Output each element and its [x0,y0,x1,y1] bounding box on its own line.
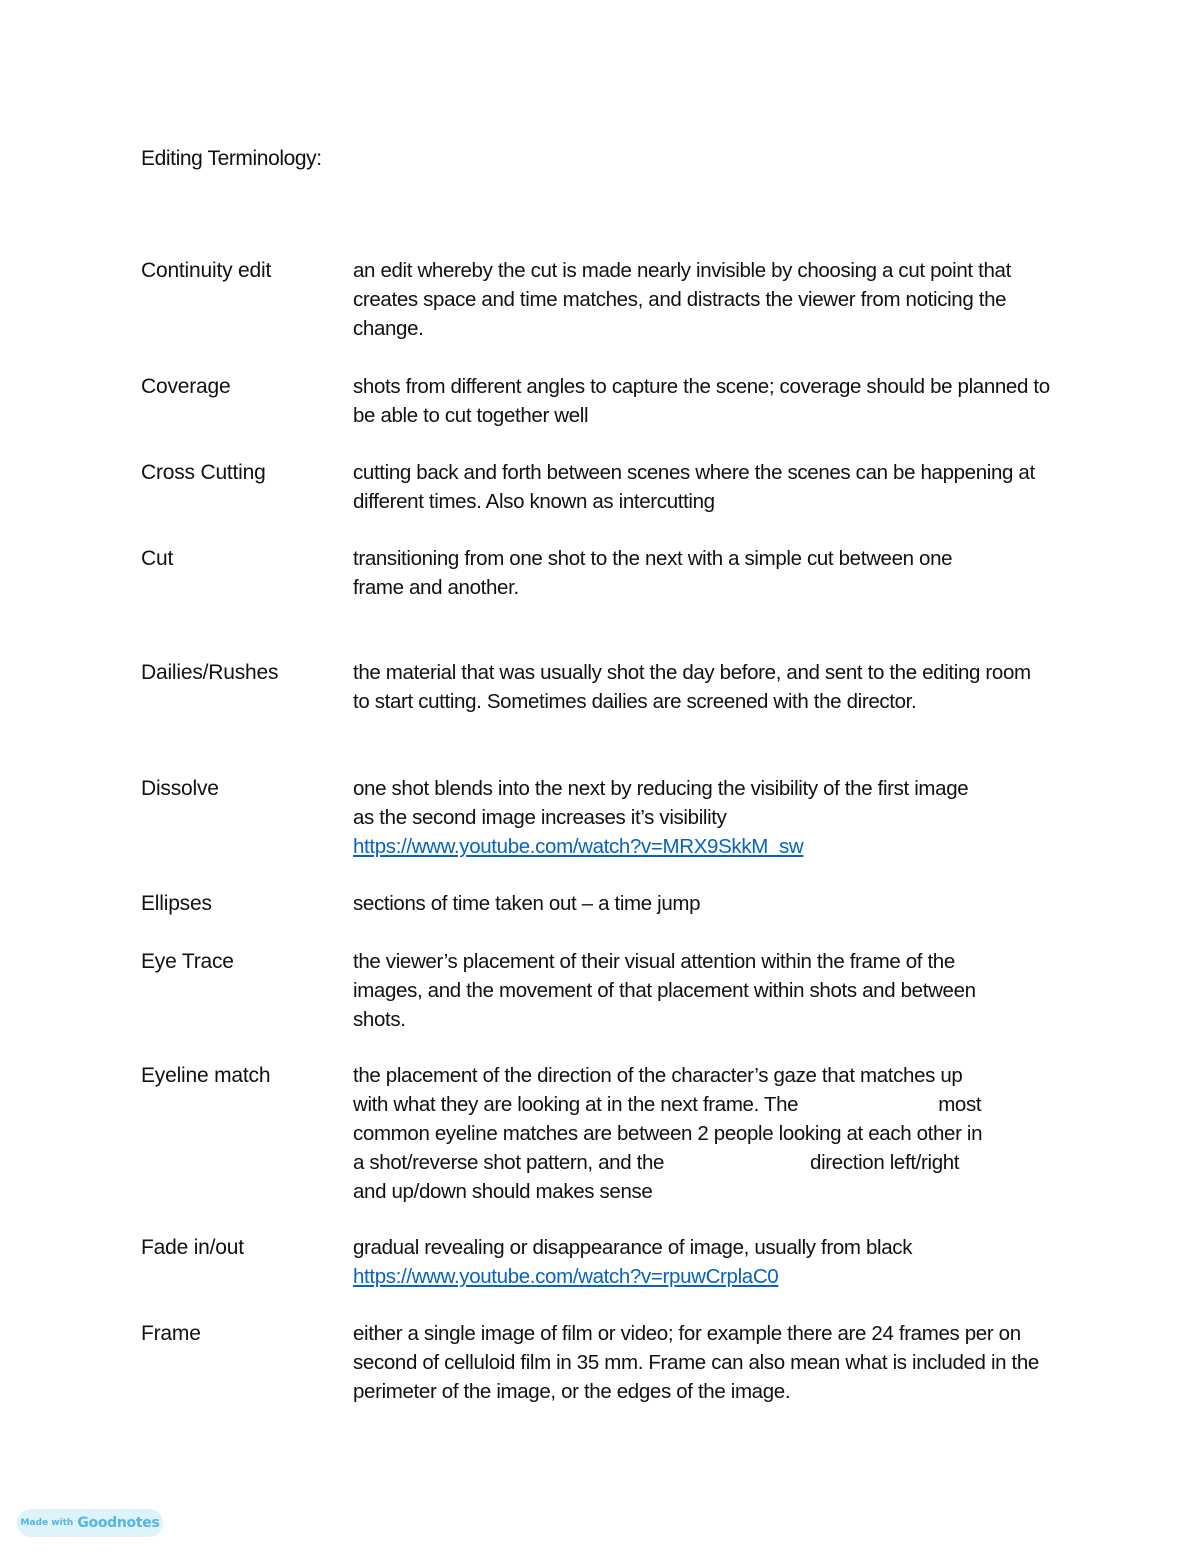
definition-line: shots. [353,1008,406,1031]
glossary-definition [353,1061,1133,1206]
definition-line: and up/down should makes sense [353,1180,653,1203]
definition-line [353,1148,1133,1177]
glossary-term: Dissolve [141,777,219,800]
glossary-definition [353,372,1133,430]
glossary-definition [353,256,1133,343]
glossary-definition [353,458,1133,516]
glossary-term: Coverage [141,375,231,398]
glossary-definition [353,544,1133,602]
definition-line: cutting back and forth between scenes where the scenes can be happening at [353,461,1035,484]
glossary-definition [353,774,1133,861]
definition-line: shots from different angles to capture the scene; coverage should be planned to [353,375,1050,398]
definition-line: the viewer’s placement of their visual attention within the frame of the [353,950,955,973]
badge-prefix: Made with [20,1518,74,1528]
definition-line: common eyeline matches are between 2 people looking at each other in [353,1122,983,1145]
definition-line: creates space and time matches, and distracts the viewer from noticing the [353,288,1007,311]
definition-line [353,1090,1133,1119]
definition-line: perimeter of the image, or the edges of the image. [353,1380,791,1403]
glossary-term: Frame [141,1322,201,1345]
definition-line: the placement of the direction of the character’s gaze that matches up [353,1064,963,1087]
definition-fragment: a shot/reverse shot pattern, and the [353,1151,665,1174]
definition-line: sections of time taken out – a time jump [353,892,701,915]
definition-line: different times. Also known as intercutting [353,490,715,513]
glossary-term: Continuity edit [141,259,272,282]
definition-fragment: with what they are looking at in the next frame. The [353,1093,799,1116]
made-with-goodnotes-badge [17,1509,163,1537]
definition-line: the material that was usually shot the day before, and sent to the editing room [353,661,1031,684]
definition-line: an edit whereby the cut is made nearly invisible by choosing a cut point that [353,259,1011,282]
definition-line: second of celluloid film in 35 mm. Frame can also mean what is included in the [353,1351,1039,1374]
definition-line: one shot blends into the next by reducing the visibility of the first image [353,777,969,800]
definition-line: frame and another. [353,576,519,599]
glossary-definition [353,889,1133,918]
definition-line: either a single image of film or video; for example there are 24 frames per on [353,1322,1021,1345]
video-link[interactable]: https://www.youtube.com/watch?v=rpuwCrplaC0 [353,1265,779,1288]
definition-line: be able to cut together well [353,404,589,427]
glossary-definition [353,1233,1133,1291]
glossary-term: Cut [141,547,174,570]
glossary-term: Cross Cutting [141,461,266,484]
glossary-definition [353,1319,1133,1406]
badge-brand: Goodnotes [77,1515,160,1531]
definition-line: change. [353,317,424,340]
definition-line [353,832,1133,861]
glossary-definition [353,658,1133,716]
glossary-term: Ellipses [141,892,212,915]
document-title: Editing Terminology: [141,147,322,170]
definition-line: to start cutting. Sometimes dailies are screened with the director. [353,690,917,713]
definition-fragment: most [938,1093,982,1116]
definition-fragment: direction left/right [810,1151,960,1174]
definition-line: transitioning from one shot to the next with a simple cut between one [353,547,953,570]
glossary-term: Eyeline match [141,1064,271,1087]
definition-line: images, and the movement of that placement within shots and between [353,979,976,1002]
glossary-term: Fade in/out [141,1236,244,1259]
glossary-term: Dailies/Rushes [141,661,279,684]
definition-line: gradual revealing or disappearance of image, usually from black [353,1236,913,1259]
video-link[interactable]: https://www.youtube.com/watch?v=MRX9SkkM_sw [353,835,804,858]
glossary-definition [353,947,1133,1034]
definition-line [353,1262,1133,1291]
glossary-term: Eye Trace [141,950,234,973]
definition-line: as the second image increases it’s visibility [353,806,727,829]
